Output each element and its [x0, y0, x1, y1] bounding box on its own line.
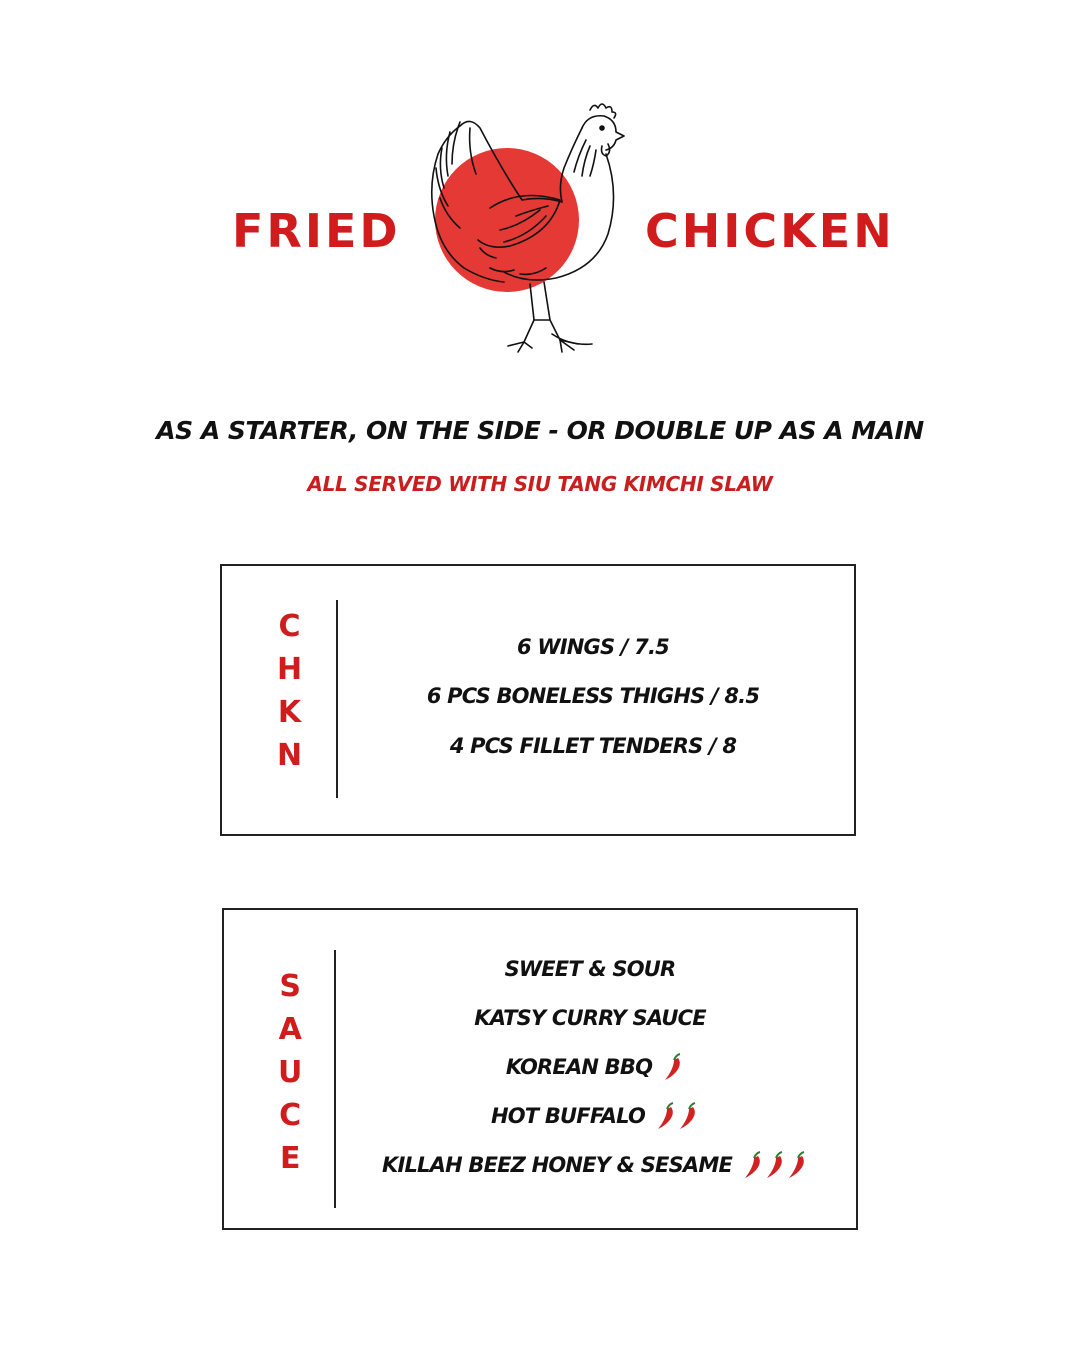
- menu-item: [352, 721, 834, 771]
- divider: [336, 600, 338, 798]
- chicken-menu-box: [220, 564, 856, 836]
- label-letter: H: [277, 652, 303, 687]
- sauce-item: [354, 1042, 836, 1091]
- chicken-items-list: [352, 622, 834, 771]
- chili-pepper-icon: [662, 1052, 684, 1082]
- sauce-menu-box: [222, 908, 858, 1230]
- tagline-main: AS A STARTER, ON THE SIDE - OR DOUBLE UP AS A MAIN: [156, 416, 924, 445]
- label-letter: C: [279, 1098, 302, 1133]
- chili-pepper-icon: [677, 1101, 699, 1131]
- menu-item-text: 6 WINGS / 7.5: [517, 634, 669, 659]
- title-chicken: CHICKEN: [645, 204, 895, 258]
- chili-pepper-icon: [764, 1150, 786, 1180]
- sauce-item: [354, 944, 836, 993]
- label-letter: E: [279, 1141, 301, 1176]
- label-letter: S: [279, 969, 301, 1004]
- menu-item: [352, 672, 834, 722]
- sauce-item: [354, 1140, 836, 1189]
- chili-pepper-icon: [786, 1150, 808, 1180]
- chili-pepper-icon: [742, 1150, 764, 1180]
- label-letter: K: [277, 695, 302, 730]
- menu-item: [352, 622, 834, 672]
- label-letter: A: [278, 1012, 302, 1047]
- sauce-items-list: [354, 944, 836, 1189]
- sauce-item-text: SWEET & SOUR: [504, 956, 676, 981]
- hen-with-red-sun-icon: [420, 98, 635, 368]
- title-fried: FRIED: [232, 204, 401, 258]
- heat-level: [742, 1150, 808, 1180]
- heat-level: [655, 1101, 699, 1131]
- sauce-item-text: KATSY CURRY SAUCE: [474, 1005, 706, 1030]
- sauce-item-text: KILLAH BEEZ HONEY & SESAME: [381, 1152, 732, 1177]
- divider: [334, 950, 336, 1208]
- label-letter: U: [278, 1055, 303, 1090]
- sauce-item: [354, 1091, 836, 1140]
- sauce-item-text: KOREAN BBQ: [505, 1054, 653, 1079]
- sauce-item-text: HOT BUFFALO: [490, 1103, 646, 1128]
- label-letter: C: [278, 609, 301, 644]
- sauce-section-label: [278, 969, 303, 1176]
- chicken-section-label: [277, 609, 303, 773]
- chili-pepper-icon: [655, 1101, 677, 1131]
- sauce-item: [354, 993, 836, 1042]
- label-letter: N: [277, 738, 303, 773]
- heat-level: [662, 1052, 684, 1082]
- tagline-sub: ALL SERVED WITH SIU TANG KIMCHI SLAW: [307, 472, 773, 496]
- menu-item-text: 6 PCS BONELESS THIGHS / 8.5: [426, 684, 760, 709]
- menu-item-text: 4 PCS FILLET TENDERS / 8: [449, 733, 737, 758]
